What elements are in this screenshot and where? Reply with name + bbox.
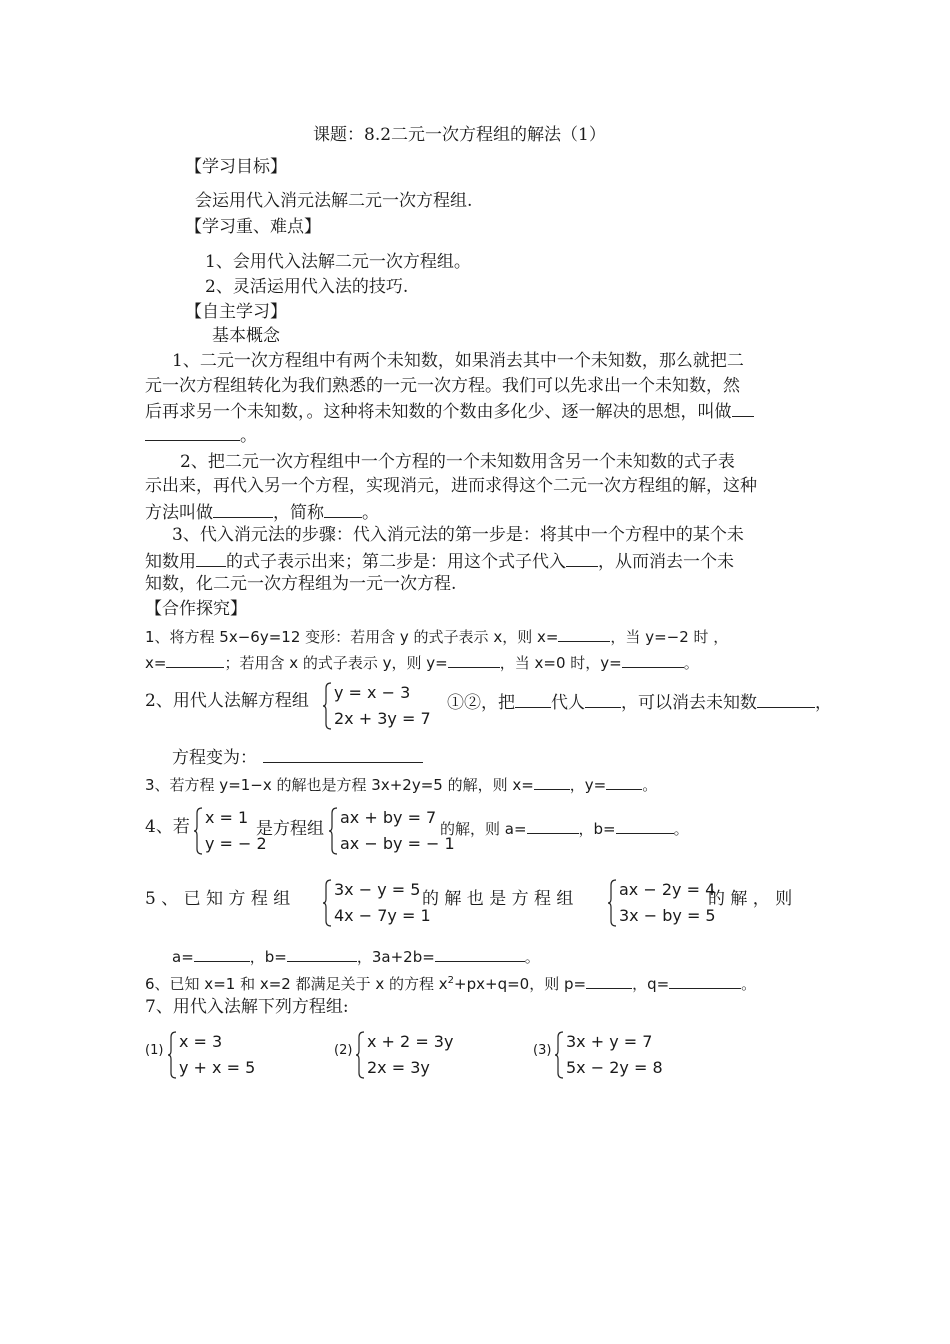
q5-line2 bbox=[172, 944, 540, 968]
blank-step2[interactable] bbox=[566, 549, 598, 567]
para3-line2c: ，从而消去一个未 bbox=[598, 552, 734, 572]
q3-blank-y[interactable] bbox=[606, 772, 642, 790]
q4-text-c: 的解，则 a= bbox=[440, 820, 527, 838]
brace-icon bbox=[607, 879, 617, 927]
para2-line3a: 方法叫做 bbox=[145, 503, 213, 523]
q2-text-e: ， bbox=[815, 693, 832, 713]
q2-blank-into[interactable] bbox=[585, 690, 621, 708]
q7-label-3: (3) bbox=[533, 1043, 552, 1058]
brace-icon bbox=[554, 1031, 564, 1079]
coop-header: 【合作探究】 bbox=[145, 599, 247, 619]
blank-thought-cont[interactable] bbox=[145, 423, 240, 441]
q6-text-a: 6、已知 x=1 和 x=2 都满足关于 x 的方程 x bbox=[145, 975, 448, 993]
q7-system-1 bbox=[167, 1029, 255, 1081]
q2-text-d: ，可以消去未知数 bbox=[621, 693, 757, 713]
key-header: 【学习重、难点】 bbox=[185, 217, 321, 237]
q5-text-b: 的 解 也 是 方 程 组 bbox=[422, 889, 574, 909]
q4-eq1: x = 1 bbox=[205, 808, 249, 827]
q3-blank-x[interactable] bbox=[534, 772, 570, 790]
brace-icon bbox=[355, 1031, 365, 1079]
q1-blank-y2[interactable] bbox=[622, 650, 684, 668]
q5-system-1 bbox=[322, 877, 431, 929]
q3-text-c: 。 bbox=[642, 776, 658, 794]
q4-eq3: ax + by = 7 bbox=[340, 808, 437, 827]
goal-text: 会运用代入消元法解二元一次方程组. bbox=[195, 191, 473, 211]
q2-blank-which[interactable] bbox=[515, 690, 551, 708]
q1-text-f: 。 bbox=[683, 654, 699, 672]
q5-text-a: 5 、 已 知 方 程 组 bbox=[145, 889, 291, 909]
q1-text-c: x= bbox=[145, 654, 167, 672]
q1-text-a: 1、将方程 5x−6y=12 变形：若用含 y 的式子表示 x，则 x= bbox=[145, 628, 559, 646]
q1-blank-y[interactable] bbox=[448, 650, 500, 668]
q4-eq4: ax − by = − 1 bbox=[340, 834, 455, 853]
key-point-2: 2、灵活运用代入法的技巧. bbox=[205, 277, 409, 297]
q4-blank-b[interactable] bbox=[616, 816, 674, 834]
self-study-header: 【自主学习】 bbox=[185, 302, 287, 322]
q6-line bbox=[145, 970, 756, 995]
q5-text-g: 。 bbox=[524, 948, 540, 966]
q1-line1 bbox=[145, 624, 728, 648]
para1-line2: 元一次方程组转化为我们熟悉的一元一次方程。我们可以先求出一个未知数，然 bbox=[145, 376, 740, 396]
q6-superscript: 2 bbox=[447, 975, 455, 986]
q5-text-f: ，3a+2b= bbox=[356, 948, 435, 966]
basic-concept-label: 基本概念 bbox=[212, 326, 280, 346]
q7-s1-eq1: x = 3 bbox=[179, 1032, 223, 1051]
q5-eq2: 4x − 7y = 1 bbox=[334, 906, 431, 925]
para2-line3 bbox=[145, 500, 379, 524]
q7-s1-eq2: y + x = 5 bbox=[179, 1058, 256, 1077]
q4-text-e: 。 bbox=[673, 820, 689, 838]
q4-system-2 bbox=[328, 805, 455, 857]
q2-blank-equation[interactable] bbox=[263, 745, 423, 763]
q5-text-c: 的 解 ， 则 bbox=[708, 889, 793, 909]
q1-text-b: ，当 y=−2 时 ， bbox=[610, 628, 729, 646]
q5-blank-sum[interactable] bbox=[435, 944, 525, 962]
q3-text-a: 3、若方程 y=1−x 的解也是方程 3x+2y=5 的解，则 x= bbox=[145, 776, 534, 794]
q2-text-c: 代人 bbox=[551, 693, 585, 713]
para2-line3b: ，简称 bbox=[273, 503, 324, 523]
para1-line1: 1、二元一次方程组中有两个未知数，如果消去其中一个未知数，那么就把二 bbox=[172, 351, 744, 371]
q2-eq1: y = x − 3 bbox=[334, 683, 411, 702]
q2-text-b: ①②，把 bbox=[447, 693, 515, 713]
q5-text-e: ，b= bbox=[249, 948, 287, 966]
para3-line3: 知数，化二元一次方程组为一元一次方程. bbox=[145, 574, 457, 594]
q2-blank-var[interactable] bbox=[757, 690, 815, 708]
brace-icon bbox=[322, 879, 332, 927]
q4-text-d: ，b= bbox=[578, 820, 616, 838]
blank-method-name[interactable] bbox=[213, 500, 273, 518]
q6-blank-p[interactable] bbox=[586, 971, 632, 989]
q7-s2-eq2: 2x = 3y bbox=[367, 1058, 430, 1077]
para3-line1: 3、代入消元法的步骤：代入消元法的第一步是：将其中一个方程中的某个未 bbox=[172, 525, 744, 545]
q4-blank-a[interactable] bbox=[527, 816, 579, 834]
blank-method-short[interactable] bbox=[324, 500, 362, 518]
brace-icon bbox=[322, 682, 332, 730]
q2-text-f: 方程变为： bbox=[172, 748, 257, 768]
blank-step1[interactable] bbox=[196, 549, 226, 567]
para1-line3 bbox=[145, 399, 754, 423]
brace-icon bbox=[328, 807, 338, 855]
q1-blank-x[interactable] bbox=[558, 624, 610, 642]
para3-line2 bbox=[145, 549, 734, 573]
brace-icon bbox=[193, 807, 203, 855]
q7-s2-eq1: x + 2 = 3y bbox=[367, 1032, 454, 1051]
para1-line4-end: 。 bbox=[240, 426, 257, 446]
q6-text-c: ，q= bbox=[632, 975, 670, 993]
q5-eq4: 3x − by = 5 bbox=[619, 906, 716, 925]
q2-line-rest bbox=[447, 690, 832, 714]
q5-text-d: a= bbox=[172, 948, 194, 966]
q3-text-b: ，y= bbox=[569, 776, 607, 794]
para2-line1: 2、把二元一次方程组中一个方程的一个未知数用含另一个未知数的式子表 bbox=[180, 452, 735, 472]
q7-system-3 bbox=[554, 1029, 663, 1081]
q6-blank-q[interactable] bbox=[669, 971, 741, 989]
q7-s3-eq2: 5x − 2y = 8 bbox=[566, 1058, 663, 1077]
q2-system bbox=[322, 680, 431, 732]
para2-line3c: 。 bbox=[362, 503, 379, 523]
para3-line2b: 的式子表示出来；第二步是：用这个式子代入 bbox=[226, 552, 566, 572]
q7-text-a: 7、用代入法解下列方程组: bbox=[145, 997, 349, 1017]
q2-line2 bbox=[172, 745, 423, 769]
para1-line3-text: 后再求另一个未知数，。这种将未知数的个数由多化少、逐一解决的思想，叫做 bbox=[145, 402, 732, 422]
q5-eq3: ax − 2y = 4 bbox=[619, 880, 716, 899]
para2-line2: 示出来，再代入另一个方程，实现消元，进而求得这个二元一次方程组的解，这种 bbox=[145, 476, 757, 496]
q5-eq1: 3x − y = 5 bbox=[334, 880, 421, 899]
q6-text-d: 。 bbox=[741, 975, 757, 993]
para3-line2a: 知数用 bbox=[145, 552, 196, 572]
goal-header: 【学习目标】 bbox=[185, 157, 287, 177]
q5-blank-a[interactable] bbox=[194, 944, 250, 962]
q3-line bbox=[145, 772, 657, 796]
q7-label-2: (2) bbox=[334, 1043, 353, 1058]
q5-blank-b[interactable] bbox=[287, 944, 357, 962]
q2-text-a: 2、用代人法解方程组 bbox=[145, 691, 309, 711]
q7-system-2 bbox=[355, 1029, 453, 1081]
page-title: 课题：8.2二元一次方程组的解法（1） bbox=[313, 125, 606, 145]
q2-eq2: 2x + 3y = 7 bbox=[334, 709, 431, 728]
q4-eq2: y = − 2 bbox=[205, 834, 267, 853]
q4-text-b: 是方程组 bbox=[256, 819, 324, 839]
q1-text-e: ，当 x=0 时，y= bbox=[499, 654, 622, 672]
para1-line4 bbox=[145, 423, 257, 447]
q5-system-2 bbox=[607, 877, 716, 929]
q7-s3-eq1: 3x + y = 7 bbox=[566, 1032, 653, 1051]
q4-line-rest bbox=[440, 816, 689, 840]
q4-text-a: 4、若 bbox=[145, 817, 190, 837]
blank-thought[interactable] bbox=[732, 399, 754, 417]
key-point-1: 1、会用代入法解二元一次方程组。 bbox=[205, 252, 471, 272]
q6-text-b: +px+q=0，则 p= bbox=[454, 975, 587, 993]
brace-icon bbox=[167, 1031, 177, 1079]
q1-blank-x2[interactable] bbox=[166, 650, 224, 668]
q1-text-d: ；若用含 x 的式子表示 y，则 y= bbox=[224, 654, 448, 672]
q1-line2 bbox=[145, 650, 699, 674]
q7-label-1: (1) bbox=[145, 1043, 164, 1058]
